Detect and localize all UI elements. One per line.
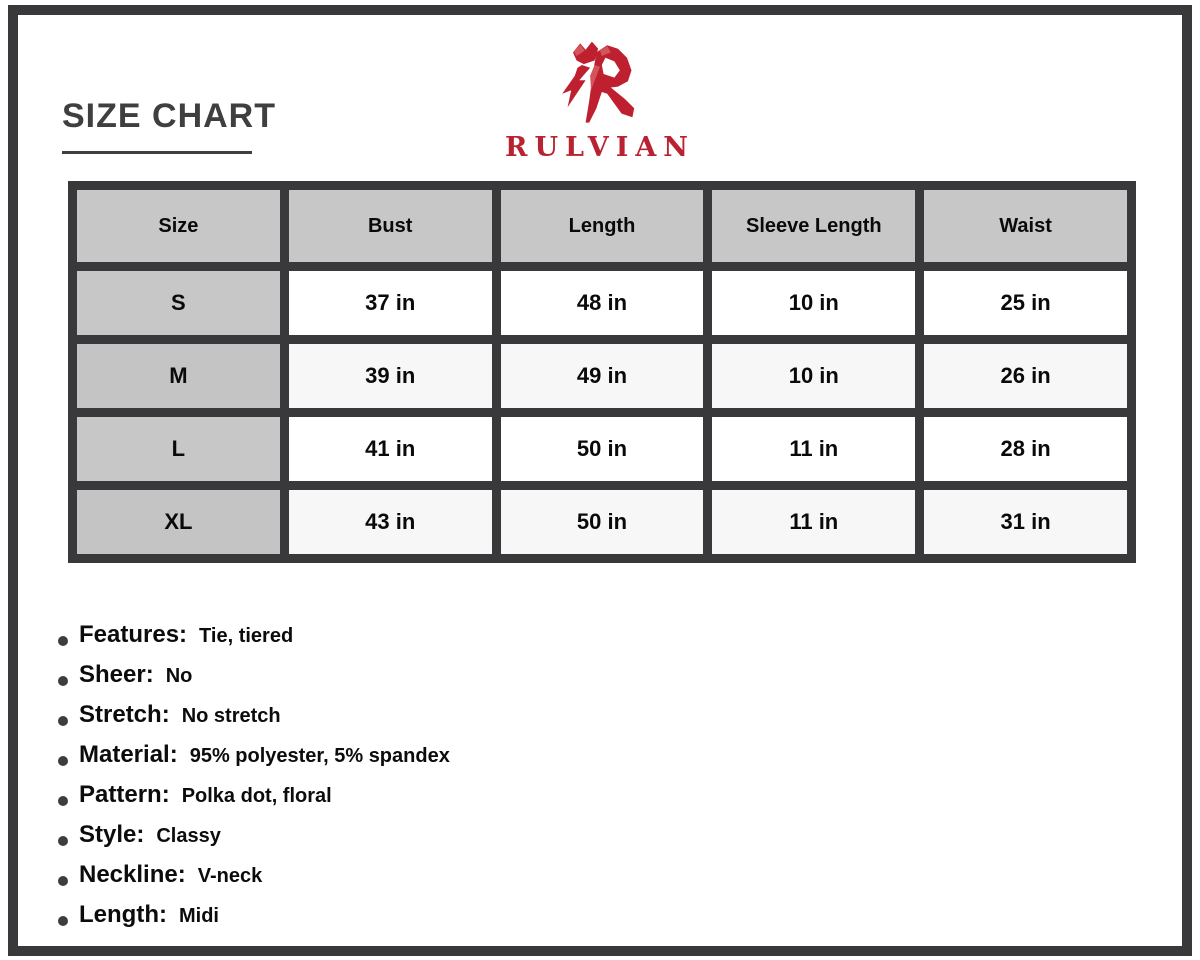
size-cell: M: [73, 340, 285, 413]
sleeve-length-cell: 10 in: [708, 340, 920, 413]
header-row: [73, 186, 1132, 267]
waist-cell: 31 in: [920, 486, 1132, 559]
column-header-sleeve-length: Sleeve Length: [708, 186, 920, 267]
table-row-l: [73, 413, 1132, 486]
bullet-icon: [58, 876, 68, 886]
waist-cell: 28 in: [920, 413, 1132, 486]
size-cell: XL: [73, 486, 285, 559]
column-header-length: Length: [496, 186, 708, 267]
table-row-xl: [73, 486, 1132, 559]
size-cell: S: [73, 267, 285, 340]
bullet-icon: [58, 756, 68, 766]
detail-value: Midi: [178, 905, 219, 927]
list-item-sheer: [58, 661, 450, 701]
details-list: [58, 621, 450, 941]
bullet-icon: [58, 676, 68, 686]
detail-value: No stretch: [181, 705, 281, 727]
detail-value: Classy: [156, 825, 221, 847]
detail-value: No: [165, 665, 193, 687]
detail-label: Stretch:: [79, 701, 170, 728]
bullet-icon: [58, 716, 68, 726]
bust-cell: 39 in: [284, 340, 496, 413]
detail-value: V-neck: [197, 865, 263, 887]
length-cell: 48 in: [496, 267, 708, 340]
list-item-neckline: [58, 861, 450, 901]
list-item-style: [58, 821, 450, 861]
column-header-waist: Waist: [920, 186, 1132, 267]
length-cell: 50 in: [496, 413, 708, 486]
title-underline: [62, 151, 252, 154]
detail-value: 95% polyester, 5% spandex: [189, 745, 450, 767]
detail-value: Tie, tiered: [199, 625, 294, 647]
sleeve-length-cell: 11 in: [708, 486, 920, 559]
column-header-bust: Bust: [284, 186, 496, 267]
list-item-length: [58, 901, 450, 941]
bullet-icon: [58, 636, 68, 646]
list-item-material: [58, 741, 450, 781]
detail-label: Material:: [79, 741, 178, 768]
detail-value: Polka dot, floral: [181, 785, 332, 807]
table-row-m: [73, 340, 1132, 413]
detail-label: Pattern:: [79, 781, 170, 808]
detail-label: Style:: [79, 821, 145, 848]
length-cell: 50 in: [496, 486, 708, 559]
waist-cell: 25 in: [920, 267, 1132, 340]
bust-cell: 43 in: [284, 486, 496, 559]
bust-cell: 37 in: [284, 267, 496, 340]
bullet-icon: [58, 916, 68, 926]
bust-cell: 41 in: [284, 413, 496, 486]
bullet-icon: [58, 796, 68, 806]
sleeve-length-cell: 10 in: [708, 267, 920, 340]
list-item-features: [58, 621, 450, 661]
table-row-s: [73, 267, 1132, 340]
detail-label: Features:: [79, 621, 188, 648]
list-item-stretch: [58, 701, 450, 741]
detail-label: Neckline:: [79, 861, 186, 888]
list-item-pattern: [58, 781, 450, 821]
bullet-icon: [58, 836, 68, 846]
detail-label: Sheer:: [79, 661, 154, 688]
size-cell: L: [73, 413, 285, 486]
page-title: SIZE CHART: [62, 97, 276, 135]
size-chart-table: [68, 181, 1136, 563]
rulvian-r-monogram-icon: [450, 38, 750, 128]
brand-wordmark: RULVIAN: [505, 132, 695, 163]
sleeve-length-cell: 11 in: [708, 413, 920, 486]
column-header-size: Size: [73, 186, 285, 267]
detail-label: Length:: [79, 901, 167, 928]
length-cell: 49 in: [496, 340, 708, 413]
brand-logo: [450, 38, 750, 163]
waist-cell: 26 in: [920, 340, 1132, 413]
